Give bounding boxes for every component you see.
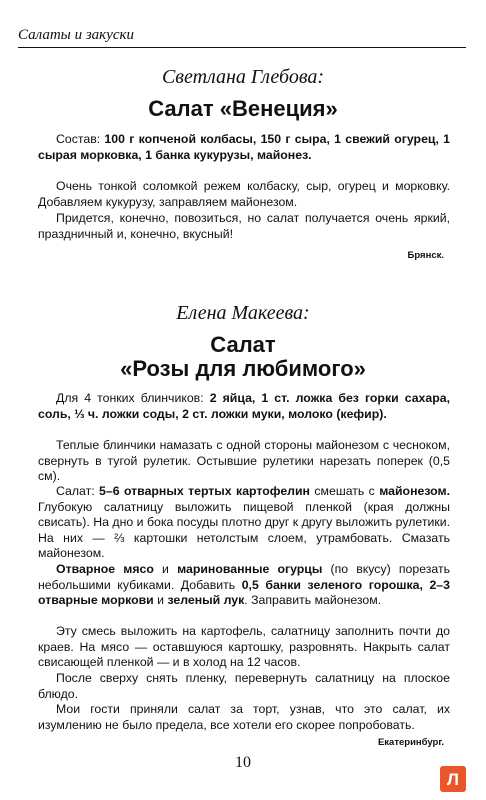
bold-run: 5–6 отварных тертых картофелин (99, 484, 310, 498)
recipe1-note (38, 211, 450, 242)
recipe2-assembly (38, 624, 450, 671)
recipe2-title-line1: Салат (210, 332, 276, 357)
publisher-logo-icon (440, 766, 466, 792)
bold-run: зеленый лук (167, 593, 245, 608)
recipe1-author: Светлана Глебова: (161, 66, 325, 88)
text-run: После сверху снять пленку, перевернуть салатницу на плоское блюдо. (38, 671, 450, 701)
text-run: Салат: (56, 484, 100, 498)
recipe2-author: Елена Макеева: (176, 302, 310, 324)
bold-run: маринованные огурцы (177, 562, 323, 576)
recipe2-city: Екатеринбург. (377, 737, 444, 748)
text-run: Очень тонкой соломкой режем колбаску, сыр, огурец и морковку. Добавляем кукурузу, заправляем майонезом. (38, 179, 450, 209)
text-run: Состав: (56, 132, 105, 146)
text-run: Для 4 тонких блинчиков: (56, 391, 210, 405)
text-run: Придется, конечно, повозиться, но салат получается очень яркий, праздничный и, конечно, вкусный! (38, 211, 450, 241)
bold-run: 0,5 банки зеленого горошка, 2–3 отварные моркови (38, 577, 450, 608)
text-run: и (153, 562, 178, 576)
recipe1-ingredients (38, 132, 450, 163)
svg-text:Л: Л (447, 770, 459, 789)
bold-run: 100 г копченой колбасы, 150 г сыра, 1 свежий огурец, 1 сырая морковка, 1 банка кукурузы, майонез. (38, 132, 450, 162)
recipe1-method (38, 179, 450, 210)
text-run: (по вкусу) порезать небольшими кубиками. Добавить (38, 562, 451, 592)
bold-run: майонезом. (379, 484, 450, 498)
recipe1-city: Брянск. (407, 250, 444, 261)
recipe2-serving (38, 671, 450, 702)
recipe2-pancake-method (38, 438, 450, 485)
recipe1-title: Салат «Венеция» (148, 96, 338, 121)
running-head: Салаты и закуски (18, 26, 466, 48)
recipe2-salad-base (38, 484, 450, 562)
text-run: Эту смесь выложить на картофель, салатницу заполнить почти до краев. На мясо — оставшуюся картошку, разровнять. Накрыть салат свисающей пленкой — и в холод на 12 часов. (38, 624, 450, 670)
page-number: 10 (235, 754, 251, 771)
recipe2-pancake-ingredients (38, 391, 450, 422)
recipe2-title-line2: «Розы для любимого» (120, 356, 366, 381)
text-run: смешать с (310, 484, 380, 498)
text-run: Теплые блинчики намазать с одной стороны майонезом с чесноком, свернуть в тугой рулетик. Остывшие рулетики нарезать поперек (0,5 см). (38, 438, 450, 484)
text-run: . Заправить майонезом. (244, 593, 382, 608)
text-run: Мои гости приняли салат за торт, узнав, что это салат, их изумлению не было предела, все хотели его скорее попробовать. (38, 702, 450, 732)
text-run: Глубокую салатницу выложить пищевой пленкой (края должны свисать). На дно и бока посуды плотно друг к другу выложить рулетики. На них — ⅔ картошки нетолстым слоем, утрамбовать. Смазать майонезом. (38, 499, 450, 561)
bold-run: 2 яйца, 1 ст. ложка без горки сахара, соль, ⅓ ч. ложки соды, 2 ст. ложки муки, молоко (кефир). (38, 391, 450, 421)
recipe2-meat-layer (38, 562, 450, 609)
text-run: и (153, 593, 168, 608)
recipe2-note (38, 702, 450, 733)
bold-run: Отварное мясо (56, 562, 154, 576)
